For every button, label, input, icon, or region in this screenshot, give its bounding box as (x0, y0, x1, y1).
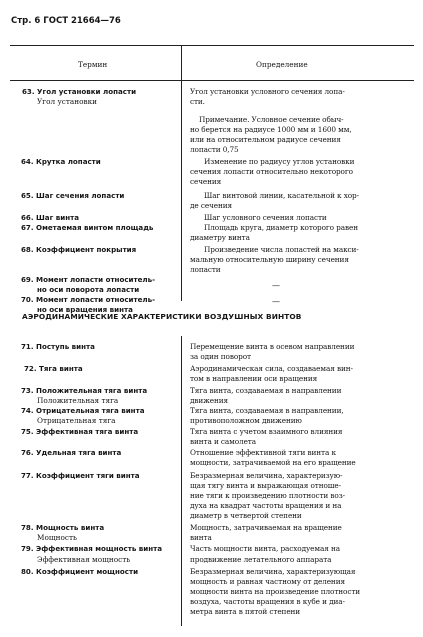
term-synonym: Положительная тяга (37, 396, 119, 405)
definition-line: диаметру винта (190, 233, 250, 242)
definition-line: движения (190, 396, 229, 405)
definition-line: или на относительном радиусе сечения (190, 135, 341, 144)
definition-column-heading: Определение (256, 60, 308, 69)
definition-line: Шаг винтовой линии, касательной к хор- (204, 191, 359, 200)
term-synonym: Угол установки (37, 97, 97, 106)
definition-line: Произведение числа лопастей на макси- (204, 245, 359, 254)
term-synonym: Эффективная мощность (37, 555, 131, 564)
term-label: 75. Эффективная тяга винта (21, 427, 139, 436)
definition-line: Отношение эффективной тяги винта к (190, 448, 336, 457)
definition-line: щая тягу винта и выражающая отноше- (190, 481, 342, 490)
definition-line: Аэродинамическая сила, создаваемая вин- (190, 364, 353, 373)
definition-line: лопасти (190, 265, 221, 274)
definition-line: Тяга винта, создаваемая в направлении, (190, 406, 344, 415)
term-label: 67. Ометаемая винтом площадь (21, 223, 154, 232)
definition-line: метра винта в пятой степени (190, 607, 301, 616)
term-label: 77. Коэффициент тяги винта (21, 471, 140, 480)
definition-line: лопасти 0,75 (190, 145, 239, 154)
term-label: но оси вращения винта (37, 305, 133, 314)
definition-line: Безразмерная величина, характеризую- (190, 471, 343, 480)
term-label: 72. Тяга винта (24, 364, 83, 373)
definition-line: мощности, затрачиваемой на его вращение (190, 458, 356, 467)
definition-line: Тяга винта с учетом взаимного влияния (190, 427, 343, 436)
definition-line: Примечание. Условное сечение обыч- (199, 115, 344, 124)
definition-line: Безразмерная величина, характеризующая (190, 567, 356, 576)
term-label: 71. Поступь винта (21, 342, 95, 351)
term-label: 63. Угол установки лопасти (22, 87, 137, 96)
term-synonym: Отрицательная тяга (37, 416, 116, 425)
definition-line: сечения лопасти относительно некоторого (190, 167, 353, 176)
term-label: 69. Момент лопасти относитель- (21, 275, 156, 284)
definition-line: диаметр в четвертой степени (190, 511, 302, 520)
definition-line: противоположном движению (190, 416, 302, 425)
definition-line: Мощность, затрачиваемая на вращение (190, 523, 342, 532)
definition-line: Изменение по радиусу углов установки (204, 157, 355, 166)
column-divider-top (181, 45, 182, 301)
term-label: 66. Шаг винта (21, 213, 80, 222)
term-label: 64. Крутка лопасти (21, 157, 101, 166)
table-top-rule (10, 45, 414, 46)
no-definition-dash: — (272, 281, 280, 290)
definition-line: ние тяги к произведению плотности воз- (190, 491, 345, 500)
definition-line: за один поворот (190, 352, 251, 361)
no-definition-dash: — (272, 297, 280, 306)
term-synonym: Мощность (37, 533, 78, 542)
term-label: 74. Отрицательная тяга винта (21, 406, 145, 415)
definition-line: де сечения (190, 201, 233, 210)
term-label: 78. Мощность винта (21, 523, 105, 532)
definition-line: но берется на радиусе 1000 мм и 1600 мм, (190, 125, 352, 134)
page-header: Стр. 6 ГОСТ 21664—76 (11, 16, 121, 26)
column-divider-bottom (181, 336, 182, 626)
definition-line: Площадь круга, диаметр которого равен (204, 223, 358, 232)
term-label: 80. Коэффициент мощности (21, 567, 139, 576)
definition-line: Угол установки условного сечения лопа- (190, 87, 345, 96)
term-label: 65. Шаг сечения лопасти (21, 191, 125, 200)
term-label: 73. Положительная тяга винта (21, 386, 148, 395)
term-label: 68. Коэффициент покрытия (21, 245, 137, 254)
definition-line: сечения (190, 177, 222, 186)
definition-line: Перемещение винта в осевом направлении (190, 342, 355, 351)
table-header-rule (10, 80, 414, 81)
definition-line: мальную относительную ширину сечения (190, 255, 349, 264)
term-label: 70. Момент лопасти относитель- (21, 295, 156, 304)
definition-line: сти. (190, 97, 205, 106)
definition-line: винта и самолета (190, 437, 256, 446)
definition-line: мощности винта на произведение плотности (190, 587, 361, 596)
definition-line: Часть мощности винта, расходуемая на (190, 544, 340, 553)
definition-line: том в направлении оси вращения (190, 374, 318, 383)
definition-line: мощность и равная частному от деления (190, 577, 345, 586)
definition-line: винта (190, 533, 212, 542)
term-column-heading: Термин (78, 60, 108, 69)
definition-line: Тяга винта, создаваемая в направлении (190, 386, 342, 395)
term-label: 76. Удельная тяга винта (21, 448, 122, 457)
section-title: АЭРОДИНАМИЧЕСКИЕ ХАРАКТЕРИСТИКИ ВОЗДУШНЫХ ВИНТОВ (22, 312, 302, 321)
definition-line: Шаг условного сечения лопасти (204, 213, 327, 222)
definition-line: духа на квадрат частоты вращения и на (190, 501, 342, 510)
definition-line: продвижение летательного аппарата (190, 555, 332, 564)
term-label: но оси поворота лопасти (37, 285, 140, 294)
term-label: 79. Эффективная мощность винта (21, 544, 163, 553)
definition-line: воздуха, частоты вращения в кубе и диа- (190, 597, 345, 606)
